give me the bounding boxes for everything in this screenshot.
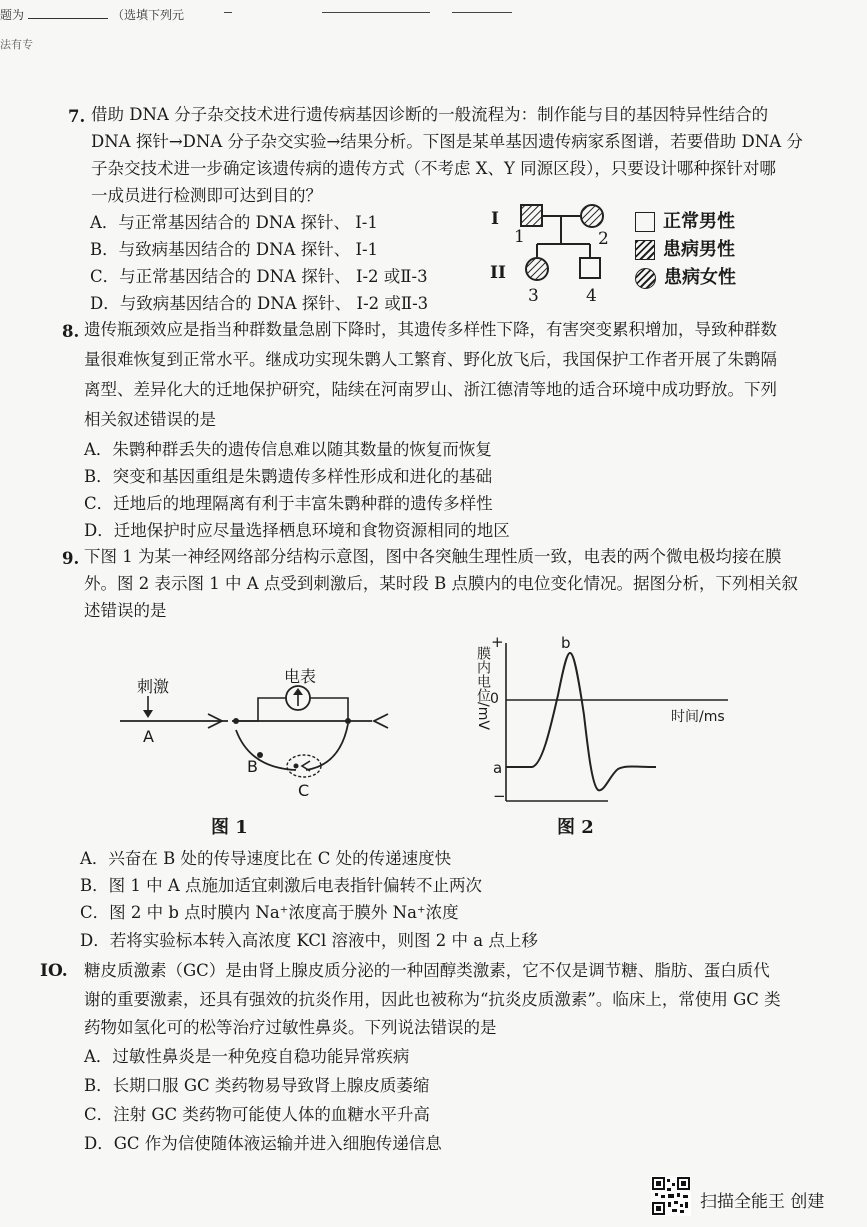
legend-affected-male-label: 患病男性 [663, 239, 735, 260]
fig1-stimulus-label: 刺激 [137, 677, 170, 696]
pedigree-gen-ii: II [490, 263, 506, 283]
pedigree-chart [484, 196, 634, 311]
fig1-label-c: C [298, 781, 310, 800]
q9-option-a: A．兴奋在 B 处的传导速度比在 C 处的传递速度快 [80, 849, 452, 868]
fig1-stimulus-arrowhead [143, 710, 153, 718]
q7-line-1: 借助 DNA 分子杂交技术进行遗传病基因诊断的一般流程为：制作能与目的基因特异性结合的 [91, 105, 769, 124]
fig2-x-label: 时间/ms [671, 709, 725, 725]
fig2-caption: 图 2 [557, 817, 594, 838]
fig2-zero: 0 [490, 691, 499, 707]
pedigree-label-1: 1 [514, 227, 525, 247]
header-rule-1 [322, 12, 430, 13]
pedigree-label-4: 4 [586, 286, 597, 306]
pedigree-i2-affected-female [581, 205, 603, 227]
legend-affected-female-label: 患病女性 [664, 267, 736, 288]
q9-line-3: 述错误的是 [84, 601, 167, 620]
legend-normal-male [635, 207, 735, 233]
q7-number: 7. [68, 107, 86, 126]
fig2-minus: − [493, 787, 506, 805]
header-rule-2 [452, 12, 512, 13]
q7-line-4: 一成员进行检测即可达到目的？ [91, 186, 322, 205]
fig2-y-label: 膜内电位/mV [475, 646, 491, 730]
fig1-label-a: A [143, 727, 154, 746]
fig2-plus: + [491, 633, 504, 651]
q10-line-2: 谢的重要激素，还具有强效的抗炎作用，因此也被称为“抗炎皮质激素”。临床上，常使用 GC 类 [84, 990, 781, 1009]
q7-option-c: C．与正常基因结合的 DNA 探针、 Ⅰ-2 或Ⅱ-3 [90, 267, 428, 286]
header-fragment [0, 6, 184, 23]
q10-option-d: D．GC 作为信使随体液运输并进入细胞传递信息 [84, 1134, 442, 1153]
q10-option-b: B．长期口服 GC 类药物易导致肾上腺皮质萎缩 [84, 1076, 430, 1095]
q9-option-d: D．若将实验标本转入高浓度 KCl 溶液中，则图 2 中 a 点上移 [80, 931, 538, 950]
fig1-synapse-right [374, 714, 388, 728]
header-dash [224, 12, 232, 13]
q8-option-a: A．朱鹮种群丢失的遗传信息难以随其数量的恢复而恢复 [84, 440, 492, 459]
affected-male-icon [635, 240, 655, 260]
pedigree-label-2: 2 [598, 229, 609, 249]
q7-option-a: A．与正常基因结合的 DNA 探针、 Ⅰ-1 [90, 213, 378, 232]
q10-number: IO. [40, 961, 68, 981]
legend-affected-male [635, 235, 735, 261]
q7-option-d: D．与致病基因结合的 DNA 探针、 Ⅰ-2 或Ⅱ-3 [90, 294, 429, 313]
q8-option-b: B．突变和基因重组是朱鹮遗传多样性形成和进化的基础 [84, 467, 493, 486]
fig1-synapse-c-circle [287, 755, 321, 777]
q9-line-2: 外。图 2 表示图 1 中 A 点受到刺激后，某时段 B 点膜内的电位变化情况。据图分析，下列相关叙 [84, 574, 798, 593]
pedigree-label-3: 3 [528, 286, 539, 306]
q8-line-2: 量很难恢复到正常水平。继成功实现朱鹮人工繁育、野化放飞后，我国保护工作者开展了朱鹮隔 [84, 350, 777, 369]
q8-line-1: 遗传瓶颈效应是指当种群数量急剧下降时，其遗传多样性下降，有害突变累积增加，导致种群数 [84, 320, 777, 339]
header-label-left: 题为 [0, 8, 25, 22]
qr-code-icon [651, 1176, 691, 1216]
pedigree-i1-affected-male [521, 205, 542, 226]
q7-option-b: B．与致病基因结合的 DNA 探针、 Ⅰ-1 [90, 240, 379, 259]
fig2-b-label: b [561, 634, 571, 652]
pedigree-gen-i: I [491, 209, 499, 229]
affected-female-icon [635, 268, 656, 289]
fig2-a-label: a [493, 759, 503, 777]
q10-option-a: A．过敏性鼻炎是一种免疫自稳功能异常疾病 [84, 1047, 410, 1066]
header-label-right: （选填下列元 [112, 8, 185, 22]
q8-line-3: 离型、差异化大的迁地保护研究，陆续在河南罗山、浙江德清等地的适合环境中成功野放。下列 [84, 380, 777, 399]
legend-normal-male-label: 正常男性 [663, 211, 735, 232]
fig1-caption: 图 1 [211, 817, 248, 838]
q8-option-c: C．迁地后的地理隔离有利于丰富朱鹮种群的遗传多样性 [84, 494, 493, 513]
q10-option-c: C．注射 GC 类药物可能使人体的血糖水平升高 [84, 1105, 430, 1124]
footer-watermark: 扫描全能王 创建 [700, 1192, 825, 1212]
fig1-synapse-c-dot [294, 764, 299, 769]
q9-option-b: B．图 1 中 A 点施加适宜刺激后电表指针偏转不止两次 [80, 876, 483, 895]
q7-line-3: 子杂交技术进一步确定该遗传病的遗传方式（不考虑 X、Y 同源区段），只要设计哪种探针对哪 [91, 159, 776, 178]
q9-number: 9. [62, 549, 80, 568]
pedigree-ii3-affected-female [526, 258, 548, 280]
normal-male-icon [635, 212, 655, 232]
header-fragment-second: 法有专 [0, 38, 33, 51]
q10-line-3: 药物如氢化可的松等治疗过敏性鼻炎。下列说法错误的是 [84, 1018, 497, 1037]
fig1-label-b: B [247, 757, 258, 776]
answer-blank [28, 8, 108, 19]
q10-line-1: 糖皮质激素（GC）是由肾上腺皮质分泌的一种固醇类激素，它不仅是调节糖、脂肪、蛋白质代 [84, 961, 770, 980]
q7-line-2: DNA 探针→DNA 分子杂交实验→结果分析。下图是某单基因遗传病家系图谱，若要借助 DNA 分 [91, 132, 803, 151]
fig2-potential-curve [506, 653, 656, 790]
q8-line-4: 相关叙述错误的是 [84, 410, 216, 429]
q8-number: 8. [62, 322, 80, 341]
pedigree-ii4-normal-male [580, 258, 600, 278]
q8-option-d: D．迁地保护时应尽量选择栖息环境和食物资源相同的地区 [84, 521, 510, 540]
q9-line-1: 下图 1 为某一神经网络部分结构示意图，图中各突触生理性质一致，电表的两个微电极均接在膜 [84, 547, 782, 566]
q9-option-c: C．图 2 中 b 点时膜内 Na⁺浓度高于膜外 Na⁺浓度 [80, 903, 459, 922]
fig1-meter-label: 电表 [284, 667, 317, 686]
legend-affected-female [635, 263, 736, 289]
fig1-branch-right [306, 724, 348, 770]
